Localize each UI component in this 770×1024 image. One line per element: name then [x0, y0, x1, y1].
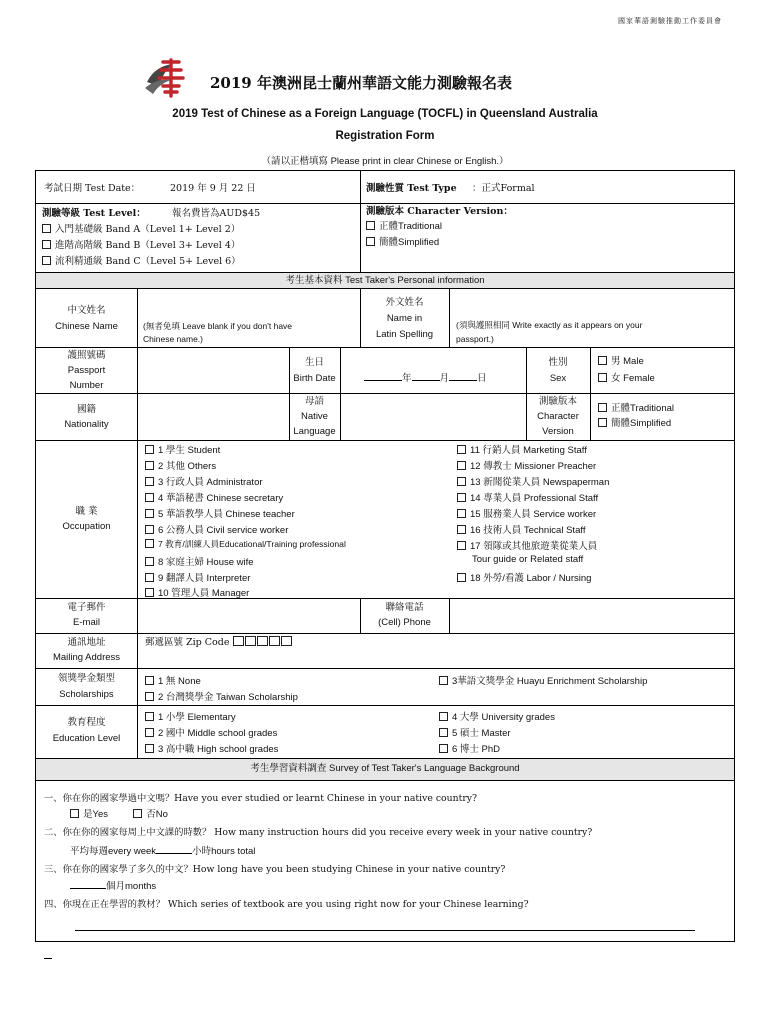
- checkbox[interactable]: [457, 509, 466, 518]
- q2-hours-field[interactable]: 平均每週every week 小時hours total: [70, 846, 256, 857]
- title-english: 2019 Test of Chinese as a Foreign Language (TOCFL) in Queensland Australia: [172, 108, 598, 120]
- sex-male[interactable]: 男 Male: [598, 356, 644, 367]
- education-en: Education Level: [52, 733, 121, 744]
- education-option[interactable]: 3 高中職 High school grades: [145, 741, 278, 755]
- email-zh: 電子郵件: [67, 602, 106, 613]
- checkbox[interactable]: [145, 692, 154, 701]
- occupation-option[interactable]: 8 家庭主婦 House wife: [145, 554, 254, 568]
- passport-zh: 護照號碼: [67, 350, 106, 361]
- checkbox[interactable]: [457, 541, 466, 550]
- language-en-2: Language: [293, 426, 336, 437]
- charver-simplified[interactable]: 簡體Simplified: [598, 418, 671, 429]
- occupation-option[interactable]: 7 教育/訓練人員Educational/Training professional: [145, 538, 346, 550]
- survey-section-title: 考生學習資料調查 Survey of Test Taker's Language Background: [250, 763, 520, 774]
- scholarship-huayu[interactable]: 3華語文獎學金 Huayu Enrichment Scholarship: [439, 673, 647, 687]
- occupation-option[interactable]: 4 華語秘書 Chinese secretary: [145, 490, 283, 504]
- scholarship-taiwan[interactable]: 2 台灣獎學金 Taiwan Scholarship: [145, 689, 298, 703]
- test-date-label: 考試日期 Test Date：: [44, 183, 141, 194]
- occupation-option[interactable]: 6 公務人員 Civil service worker: [145, 522, 288, 536]
- checkbox[interactable]: [145, 477, 154, 486]
- title-chinese: 2019 年澳洲昆士蘭州華語文能力測驗報名表: [210, 74, 512, 92]
- level-band-b[interactable]: 進階高階級 Band B（Level 3+ Level 4）: [42, 240, 240, 251]
- address-zh: 通訊地址: [67, 637, 106, 648]
- character-version-label: 測驗版本 Character Version：: [366, 206, 513, 217]
- charver-traditional[interactable]: 正體Traditional: [598, 403, 674, 414]
- title-english-sub: Registration Form: [335, 130, 435, 142]
- checkbox[interactable]: [133, 809, 142, 818]
- checkbox[interactable]: [439, 676, 448, 685]
- checkbox[interactable]: [145, 493, 154, 502]
- occupation-option[interactable]: 1 學生 Student: [145, 442, 220, 456]
- checkbox[interactable]: [145, 573, 154, 582]
- charver-en: Character: [537, 411, 579, 422]
- occupation-option[interactable]: 9 翻譯人員 Interpreter: [145, 570, 250, 584]
- birth-date-field[interactable]: 年 月 日: [364, 373, 487, 384]
- checkbox[interactable]: [145, 728, 154, 737]
- birth-zh: 生日: [304, 357, 324, 368]
- scholarship-zh: 領獎學金類型: [57, 673, 115, 684]
- checkbox[interactable]: [145, 539, 154, 548]
- occupation-option[interactable]: 17 領隊或其他旅遊業從業人員: [457, 538, 597, 552]
- checkbox[interactable]: [145, 445, 154, 454]
- occupation-option[interactable]: 12 傳教士 Missioner Preacher: [457, 458, 596, 472]
- checkbox[interactable]: [42, 240, 51, 249]
- chinese-name-hint-2: Chinese name.): [143, 334, 204, 344]
- q3-months-field[interactable]: 個月months: [70, 881, 156, 892]
- checkbox[interactable]: [457, 445, 466, 454]
- checkbox[interactable]: [145, 588, 154, 597]
- survey-question-2: 二、你在你的國家每周上中文課的時數？ How many instruction hours did you receive every week in your native country?: [44, 827, 593, 838]
- occupation-en: Occupation: [62, 521, 111, 532]
- checkbox[interactable]: [598, 373, 607, 382]
- charver-zh: 測驗版本: [538, 396, 577, 407]
- birth-en: Birth Date: [293, 373, 336, 384]
- organization-name: 國家華語測驗推動工作委員會: [618, 17, 722, 25]
- test-type-label: 測驗性質 Test Type: [366, 183, 457, 194]
- print-note: （請以正楷填寫 Please print in clear Chinese or English.）: [261, 156, 509, 167]
- checkbox[interactable]: [439, 744, 448, 753]
- survey-question-1: 一、你在你的國家學過中文嗎？Have you ever studied or learnt Chinese in your native country?: [44, 793, 478, 804]
- checkbox[interactable]: [457, 525, 466, 534]
- q1-options: [70, 809, 168, 820]
- latin-name-zh: 外文姓名: [385, 297, 424, 308]
- checkbox[interactable]: [366, 237, 375, 246]
- education-option[interactable]: 5 碩士 Master: [439, 725, 511, 739]
- checkbox[interactable]: [42, 256, 51, 265]
- personal-section-title: 考生基本資料 Test Taker's Personal information: [285, 275, 485, 286]
- chinese-name-zh: 中文姓名: [67, 305, 106, 316]
- occupation-zh: 職 業: [75, 506, 98, 517]
- occupation-option[interactable]: 15 服務業人員 Service worker: [457, 506, 596, 520]
- checkbox[interactable]: [366, 221, 375, 230]
- checkbox[interactable]: [598, 418, 607, 427]
- occupation-option-continued: Tour guide or Related staff: [472, 554, 584, 565]
- address-en: Mailing Address: [52, 652, 121, 663]
- education-option[interactable]: 4 大學 University grades: [439, 709, 555, 723]
- education-option[interactable]: 6 博士 PhD: [439, 741, 500, 755]
- checkbox[interactable]: [145, 525, 154, 534]
- sex-female[interactable]: 女 Female: [598, 373, 655, 384]
- test-date-value: 2019 年 9 月 22 日: [170, 183, 256, 194]
- occupation-option[interactable]: 13 新聞從業人員 Newspaperman: [457, 474, 609, 488]
- occupation-option[interactable]: 11 行銷人員 Marketing Staff: [457, 442, 587, 456]
- checkbox[interactable]: [145, 744, 154, 753]
- checkbox[interactable]: [145, 676, 154, 685]
- occupation-option[interactable]: 3 行政人員 Administrator: [145, 474, 263, 488]
- occupation-option[interactable]: 14 專業人員 Professional Staff: [457, 490, 598, 504]
- passport-en: Passport: [67, 365, 106, 376]
- occupation-option[interactable]: 16 技術人員 Technical Staff: [457, 522, 585, 536]
- chinese-name-en: Chinese Name: [55, 321, 118, 332]
- occupation-option[interactable]: 18 外勞/看護 Labor / Nursing: [457, 570, 591, 584]
- level-band-c[interactable]: 流利精通級 Band C（Level 5+ Level 6）: [42, 256, 241, 267]
- scholarship-none[interactable]: 1 無 None: [145, 673, 201, 687]
- logo-icon: [143, 58, 187, 98]
- charver-en-2: Version: [542, 426, 574, 437]
- language-en: Native: [301, 411, 328, 422]
- q1-yes[interactable]: 是Yes: [70, 809, 108, 820]
- checkbox[interactable]: [145, 461, 154, 470]
- language-zh: 母語: [304, 396, 324, 407]
- checkbox[interactable]: [457, 573, 466, 582]
- scholarship-en: Scholarships: [59, 689, 114, 700]
- version-simplified[interactable]: 簡體Simplified: [366, 237, 439, 248]
- occupation-option[interactable]: 5 華語教學人員 Chinese teacher: [145, 506, 295, 520]
- checkbox[interactable]: [598, 356, 607, 365]
- checkbox[interactable]: [439, 712, 448, 721]
- email-en: E-mail: [73, 617, 100, 628]
- checkbox[interactable]: [70, 809, 79, 818]
- latin-name-hint-2: passport.): [456, 334, 494, 344]
- latin-name-hint: (須與護照相同 Write exactly as it appears on your: [456, 320, 643, 330]
- checkbox[interactable]: [42, 224, 51, 233]
- level-band-a[interactable]: 入門基礎級 Band A（Level 1+ Level 2）: [42, 224, 240, 235]
- nationality-en: Nationality: [64, 419, 109, 430]
- occupation-option[interactable]: 10 管理人員 Manager: [145, 585, 249, 599]
- version-traditional[interactable]: 正體Traditional: [366, 221, 442, 232]
- checkbox[interactable]: [145, 712, 154, 721]
- phone-zh: 聯絡電話: [385, 602, 424, 613]
- latin-name-en-2: Latin Spelling: [375, 329, 434, 340]
- education-option[interactable]: 1 小學 Elementary: [145, 709, 236, 723]
- survey-question-3: 三、你在你的國家學了多久的中文？How long have you been studying Chinese in your native country?: [44, 864, 506, 875]
- phone-en: (Cell) Phone: [378, 617, 431, 628]
- education-option[interactable]: 2 國中 Middle school grades: [145, 725, 277, 739]
- page-dash: [44, 958, 52, 959]
- test-type-value: ：正式Formal: [472, 183, 535, 194]
- passport-en-2: Number: [69, 380, 104, 391]
- checkbox[interactable]: [457, 477, 466, 486]
- checkbox[interactable]: [457, 461, 466, 470]
- survey-question-4: 四、你現在正在學習的教材？ Which series of textbook are you using right now for your Chinese learning?: [44, 899, 529, 910]
- test-level-label: 測驗等級 Test Level：: [42, 208, 146, 219]
- q1-no[interactable]: 否No: [133, 809, 168, 820]
- education-zh: 教育程度: [67, 717, 106, 728]
- checkbox[interactable]: [439, 728, 448, 737]
- occupation-option[interactable]: 2 其他 Others: [145, 458, 216, 472]
- sex-zh: 性別: [548, 357, 568, 368]
- checkbox[interactable]: [145, 557, 154, 566]
- checkbox[interactable]: [598, 403, 607, 412]
- sex-en: Sex: [549, 373, 567, 384]
- chinese-name-hint: (無者免填 Leave blank if you don't have: [143, 321, 293, 331]
- checkbox[interactable]: [145, 509, 154, 518]
- q4-answer-line[interactable]: [75, 930, 695, 931]
- test-level-fee: 報名費皆為AUD$45: [172, 208, 261, 219]
- nationality-zh: 國籍: [76, 404, 96, 415]
- zip-code-field[interactable]: 郵遞區號 Zip Code: [145, 636, 292, 648]
- latin-name-en: Name in: [386, 313, 423, 324]
- checkbox[interactable]: [457, 493, 466, 502]
